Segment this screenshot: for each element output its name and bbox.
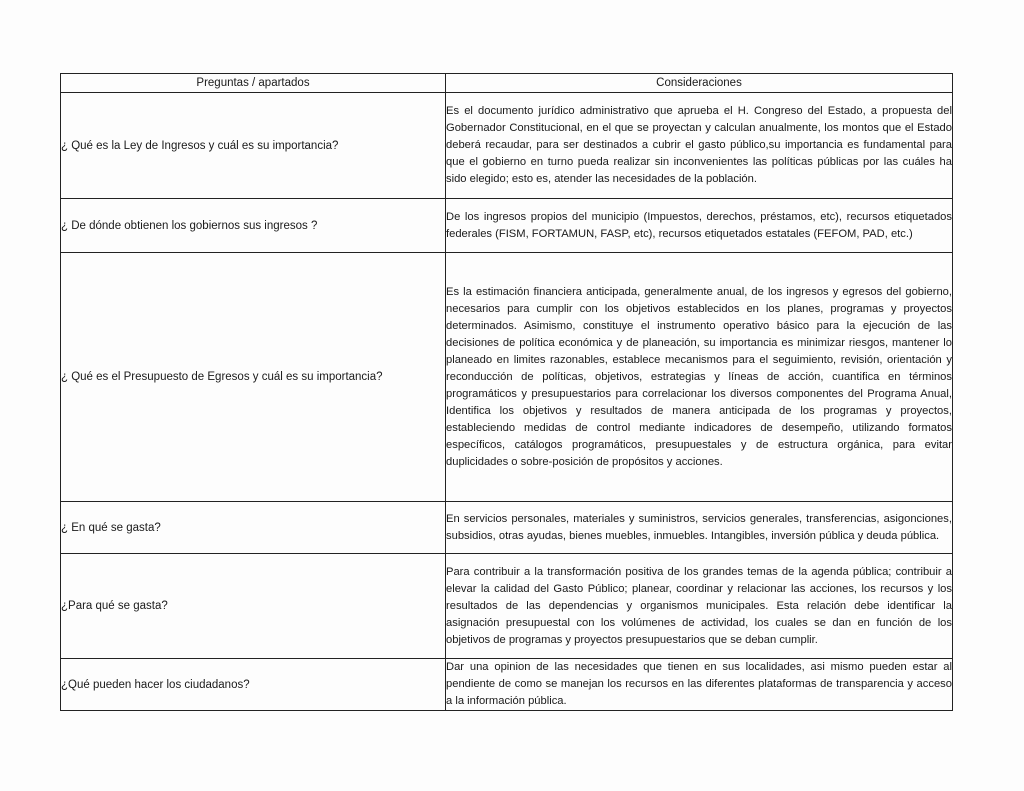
- table-row: [61, 199, 953, 253]
- table-row: [61, 554, 953, 659]
- answer-cell: En servicios personales, materiales y suministros, servicios generales, transferencias, asigonciones, subsidios, otras ayudas, bienes muebles, inmuebles. Intangibles, inversión pública y deuda pública.: [446, 502, 953, 554]
- answer-cell: Es la estimación financiera anticipada, generalmente anual, de los ingresos y egresos del gobierno, necesarios para cumplir con los objetivos establecidos en los planes, programas y proyectos determinados. Asimismo, constituye el instrumento operativo básico para la ejecución de las decisiones de política económica y de planeación, su importancia es minimizar riesgos, mantener lo planeado en limites razonables, establece mecanismos para el seguimiento, revisión, orientación y reconducción de políticas, objetivos, estrategias y líneas de acción, cuantifica en términos programáticos y presupuestarios para correlacionar los diversos componentes del Programa Anual, Identifica los objetivos y resultados de manera anticipada de los programas y proyectos, estableciendo medidas de control mediante indicadores de desempeño, utilizando formatos específicos, catálogos programáticos, presupuestales y de estructura orgánica, para evitar duplicidades o sobre-posición de propósitos y acciones.: [446, 253, 953, 502]
- question-cell: ¿Para qué se gasta?: [61, 554, 446, 659]
- table-row: [61, 659, 953, 711]
- question-cell: ¿ En qué se gasta?: [61, 502, 446, 554]
- table-header-row: [61, 74, 953, 93]
- answer-cell: De los ingresos propios del municipio (Impuestos, derechos, préstamos, etc), recursos etiquetados federales (FISM, FORTAMUN, FASP, etc), recursos etiquetados estatales (FEFOM, PAD, etc.): [446, 199, 953, 253]
- table-row: [61, 93, 953, 199]
- question-cell: ¿ Qué es la Ley de Ingresos y cuál es su importancia?: [61, 93, 446, 199]
- table-row: [61, 502, 953, 554]
- header-consideraciones: Consideraciones: [446, 74, 953, 93]
- answer-cell: Dar una opinion de las necesidades que tienen en sus localidades, asi mismo pueden estar al pendiente de como se manejan los recursos en las diferentes plataformas de transparencia y acceso a la información pública.: [446, 659, 953, 711]
- answer-cell: Es el documento jurídico administrativo que aprueba el H. Congreso del Estado, a propuesta del Gobernador Constitucional, en el que se proyectan y calculan anualmente, los montos que el Estado deberá recaudar, para ser destinados a cubrir el gasto público,su importancia es fundamental para que el gobierno en turno pueda realizar sin inconvenientes las políticas públicas por las cuáles ha sido elegido; esto es, atender las necesidades de la población.: [446, 93, 953, 199]
- header-preguntas: Preguntas / apartados: [61, 74, 446, 93]
- consideraciones-table: [60, 73, 953, 711]
- answer-cell: Para contribuir a la transformación positiva de los grandes temas de la agenda pública; contribuir a elevar la calidad del Gasto Público; planear, coordinar y relacionar las acciones, los recursos y los resultados de las dependencias y organismos municipales. Esta relación debe identificar la asignación presupuestal con los volúmenes de actividad, los cuales se dan en función de los objetivos de programas y proyectos presupuestarios que se deban cumplir.: [446, 554, 953, 659]
- question-cell: ¿ De dónde obtienen los gobiernos sus ingresos ?: [61, 199, 446, 253]
- question-cell: ¿Qué pueden hacer los ciudadanos?: [61, 659, 446, 711]
- table-row: [61, 253, 953, 502]
- question-cell: ¿ Qué es el Presupuesto de Egresos y cuál es su importancia?: [61, 253, 446, 502]
